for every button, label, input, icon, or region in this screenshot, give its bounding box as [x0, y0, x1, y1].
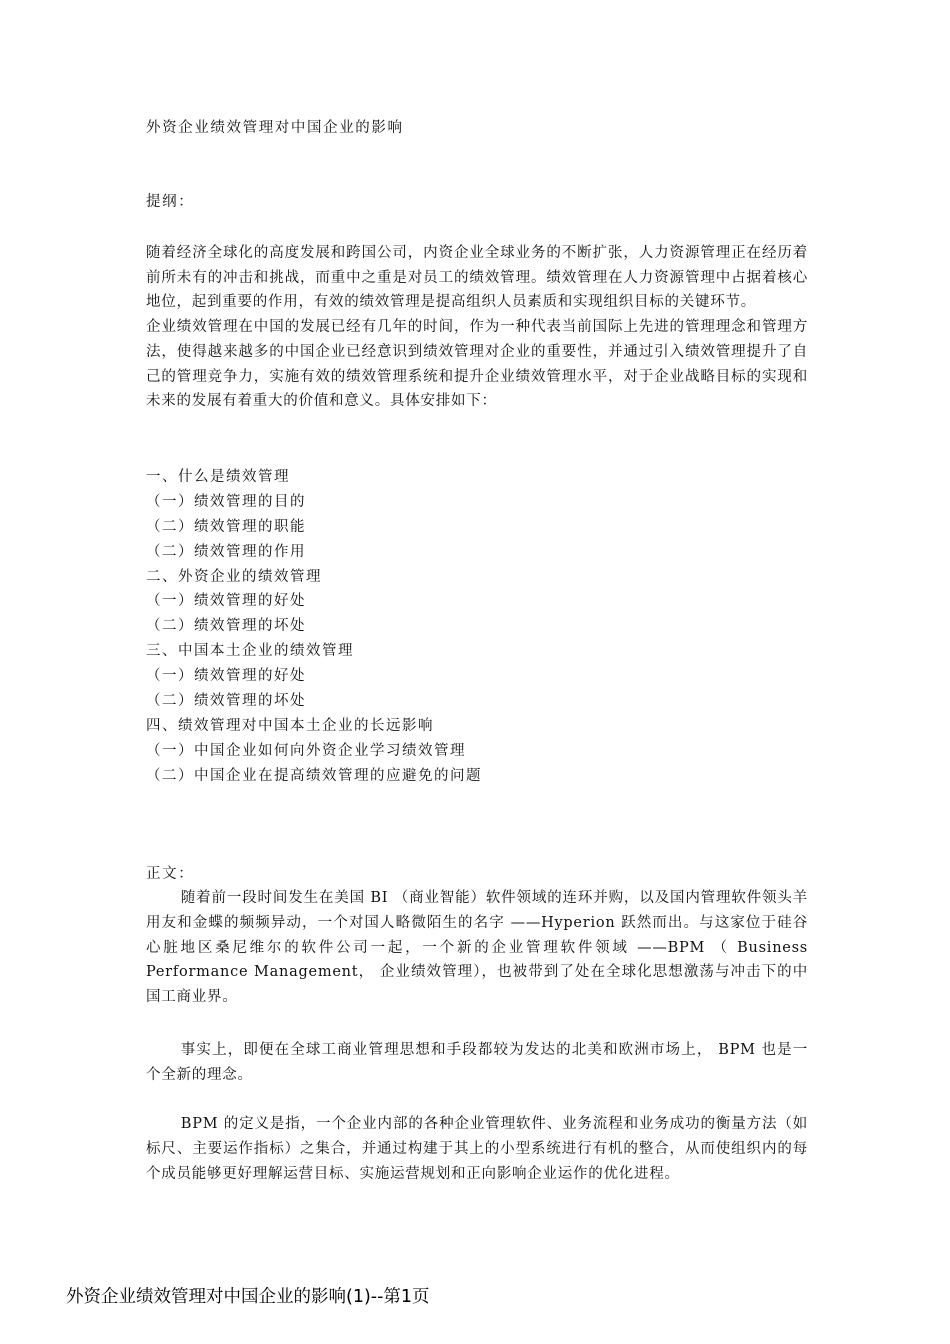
outline-item: （二）绩效管理的职能 [146, 518, 306, 535]
outline-item: 一、什么是绩效管理 [146, 469, 290, 485]
outline-item: （二）中国企业在提高绩效管理的应避免的问题 [146, 767, 482, 784]
outline-item: （二）绩效管理的坏处 [146, 618, 306, 635]
intro-paragraph: 随着经济全球化的高度发展和跨国公司，内资企业全球业务的不断扩张，人力资源管理正在经历着前所未有的冲击和挑战，而重中之重是对员工的绩效管理。绩效管理在人力资源管理中占据着核心地位，起到重要的作用，有效的绩效管理是提高组织人员素质和实现组织目标的关键环节。 [146, 245, 808, 311]
outline-item: 三、中国本土企业的绩效管理 [146, 643, 354, 660]
outline-item: 四、绩效管理对中国本土企业的长远影响 [146, 717, 434, 734]
body-heading: 正文： [146, 866, 195, 882]
document-title: 外资企业绩效管理对中国企业的影响 [146, 120, 404, 136]
outline-list [146, 465, 482, 789]
intro-section [146, 241, 808, 414]
outline-item: （二）绩效管理的作用 [146, 543, 306, 560]
body-paragraph: BPM 的定义是指，一个企业内部的各种企业管理软件、业务流程和业务成功的衡量方法（如标尺、主要运作指标）之集合，并通过构建于其上的小型系统进行有机的整合，从而使组织内的每个成员能够更好理解运营目标、实施运营规划和正向影响企业运作的优化进程。 [146, 1116, 808, 1182]
outline-item: 二、外资企业的绩效管理 [146, 568, 322, 585]
outline-item: （一）绩效管理的好处 [146, 668, 306, 685]
outline-item: （一）绩效管理的目的 [146, 493, 306, 510]
outline-item: （二）绩效管理的坏处 [146, 693, 306, 710]
body-paragraph: 事实上，即便在全球工商业管理思想和手段都较为发达的北美和欧洲市场上， BPM 也是一个全新的理念。 [146, 1042, 808, 1083]
outline-item: （一）中国企业如何向外资企业学习绩效管理 [146, 742, 466, 759]
body-paragraph: 随着前一段时间发生在美国 BI （商业智能）软件领域的连环并购，以及国内管理软件领头羊用友和金蝶的频频异动，一个对国人略微陌生的名字 ——Hyperion 跃然而出。与这家位于硅谷心脏地区桑尼维尔的软件公司一起，一个新的企业管理软件领域 ——BPM （ Business Performance Management， 企业绩效管理），也被带到了处在全球化思想激荡与冲击下的中国工商业界。 [146, 890, 808, 1006]
outline-item: （一）绩效管理的好处 [146, 593, 306, 610]
outline-heading: 提纲： [146, 194, 195, 210]
intro-paragraph: 企业绩效管理在中国的发展已经有几年的时间，作为一种代表当前国际上先进的管理理念和管理方法，使得越来越多的中国企业已经意识到绩效管理对企业的重要性，并通过引入绩效管理提升了自己的管理竞争力，实施有效的绩效管理系统和提升企业绩效管理水平，对于企业战略目标的实现和未来的发展有着重大的价值和意义。具体安排如下： [146, 319, 808, 410]
page-footer: 外资企业绩效管理对中国企业的影响(1)--第1页 [66, 1287, 430, 1307]
